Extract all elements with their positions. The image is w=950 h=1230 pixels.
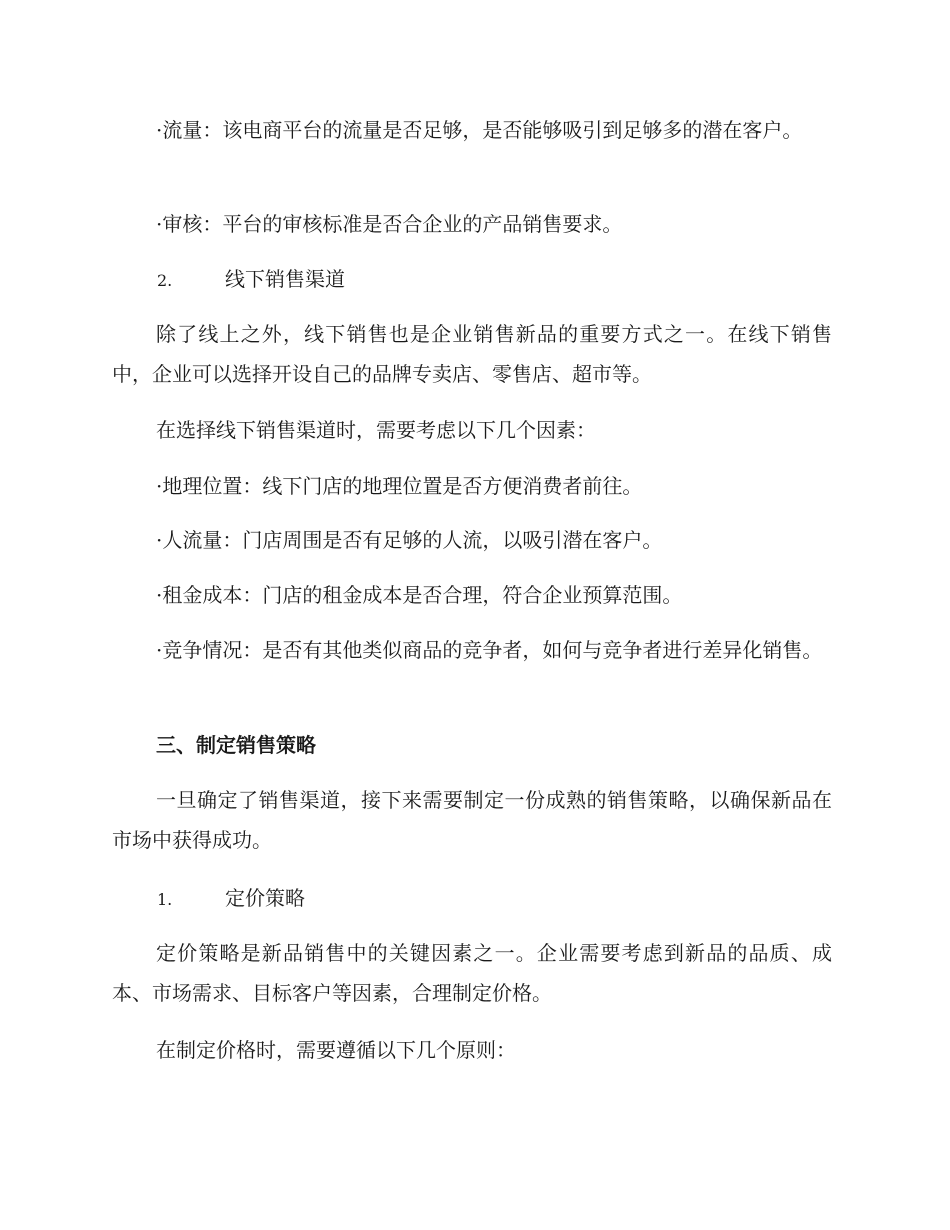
- item-text: 定价策略: [225, 886, 305, 910]
- bullet-foot-traffic: ·人流量：门店周围是否有足够的人流，以吸引潜在客户。: [156, 528, 663, 552]
- item-number: 2.: [157, 271, 173, 290]
- numbered-item-pricing: [157, 878, 305, 920]
- bullet-traffic: ·流量：该电商平台的流量是否足够，是否能够吸引到足够多的潜在客户。: [156, 118, 803, 142]
- paragraph-strategy-intro: 一旦确定了销售渠道，接下来需要制定一份成熟的销售策略，以确保新品在市场中获得成功。: [112, 788, 832, 852]
- item-number: 1.: [157, 890, 173, 909]
- item-text: 线下销售渠道: [225, 267, 345, 291]
- bullet-competition: ·竞争情况：是否有其他类似商品的竞争者，如何与竞争者进行差异化销售。: [156, 638, 823, 662]
- section-heading: 三、制定销售策略: [156, 733, 316, 757]
- paragraph-offline-factors: 在选择线下销售渠道时，需要考虑以下几个因素：: [156, 418, 596, 442]
- paragraph-pricing-principles: 在制定价格时，需要遵循以下几个原则：: [156, 1038, 516, 1062]
- bullet-review: ·审核：平台的审核标准是否合企业的产品销售要求。: [156, 212, 623, 236]
- paragraph-pricing-strategy: 定价策略是新品销售中的关键因素之一。企业需要考虑到新品的品质、成本、市场需求、目标客户等因素，合理制定价格。: [112, 941, 832, 1005]
- bullet-rent-cost: ·租金成本：门店的租金成本是否合理，符合企业预算范围。: [156, 583, 683, 607]
- numbered-item-offline-channel: [157, 259, 345, 301]
- bullet-location: ·地理位置：线下门店的地理位置是否方便消费者前往。: [156, 474, 643, 498]
- paragraph-offline-sales: 除了线上之外，线下销售也是企业销售新品的重要方式之一。在线下销售中，企业可以选择开设自己的品牌专卖店、零售店、超市等。: [112, 322, 832, 386]
